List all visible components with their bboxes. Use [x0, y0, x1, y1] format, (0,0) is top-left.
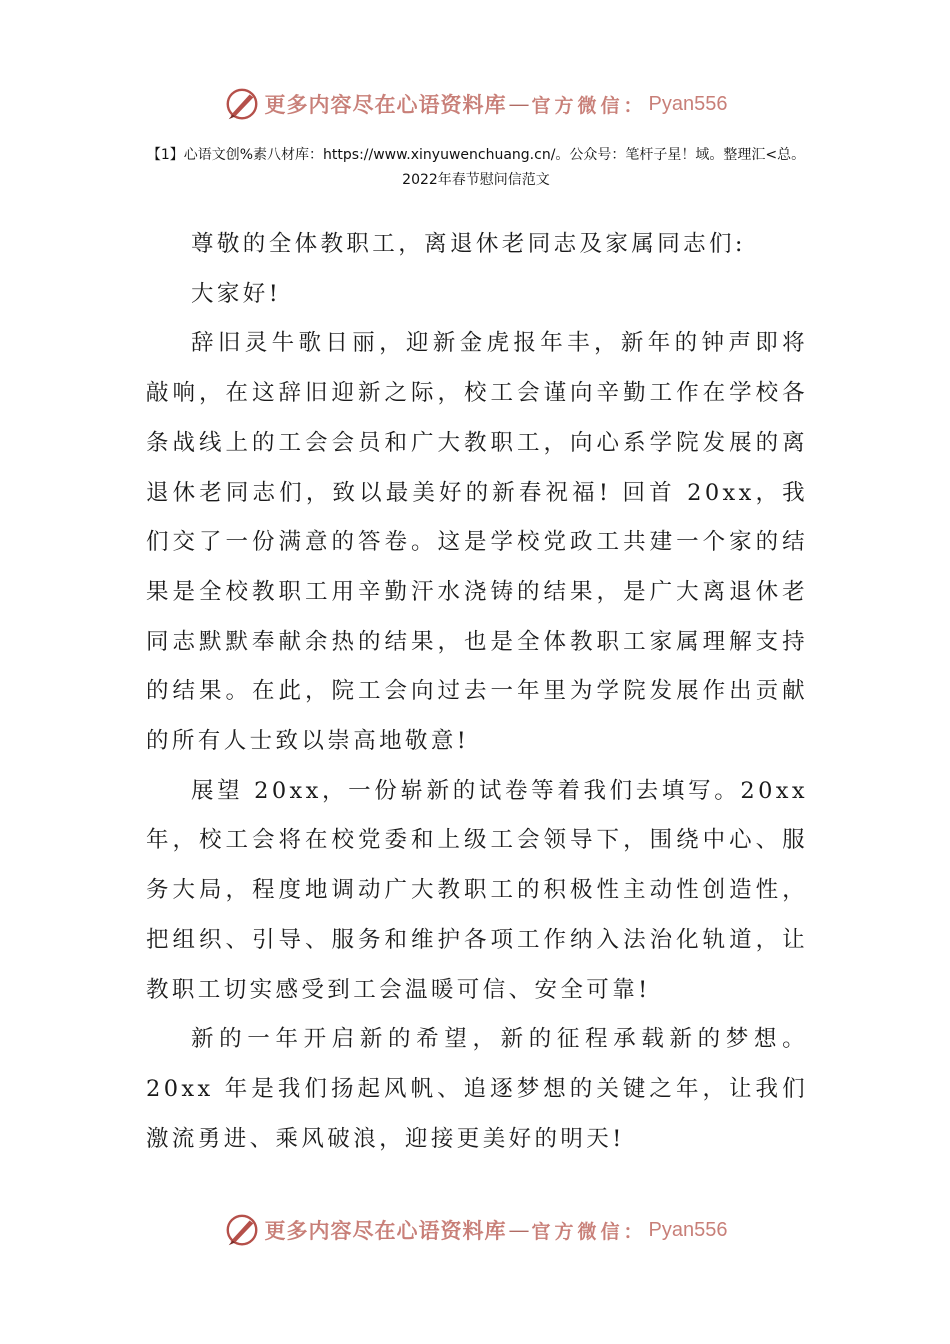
header-note: 【1】心语文创%素八材库：https://www.xinyuwenchuang.cn/。公众号：笔杆子星！域。整理汇<总。2022年春节慰问信范文: [146, 147, 806, 188]
banner-separator: —: [508, 1218, 530, 1242]
letter-greeting: 大家好!: [191, 280, 282, 307]
banner-official-label: 官方微信：: [531, 1220, 647, 1243]
pen-logo-icon: [223, 85, 261, 123]
banner-separator: —: [508, 92, 530, 116]
letter-salutation: 尊敬的全体教职工，离退休老同志及家属同志们:: [191, 231, 746, 257]
letter-body: [146, 220, 808, 1164]
banner-title: 更多内容尽在心语资料库: [264, 92, 507, 117]
pen-logo-icon: [223, 1211, 261, 1249]
banner-official-label: 官方微信：: [531, 94, 647, 117]
letter-paragraph: 新的一年开启新的希望，新的征程承载新的梦想。20xx 年是我们扬起风帆、追逐梦想的关键之年，让我们激流勇进、乘风破浪，迎接更美好的明天!: [146, 1026, 808, 1152]
banner-account-id: Pyan556: [648, 1218, 728, 1241]
banner-account-id: Pyan556: [648, 92, 728, 115]
top-banner: [0, 82, 950, 126]
letter-paragraph: 辞旧灵牛歌日丽，迎新金虎报年丰，新年的钟声即将敲响，在这辞旧迎新之际，校工会谨向辛勤工作在学校各条战线上的工会会员和广大教职工，向心系学院发展的离退休老同志们，致以最美好的新春祝福! 回首 20xx，我们交了一份满意的答卷。这是学校党政工共建一个家的结果是全校教职工用辛勤汗水浇铸的结果，是广大离退休老同志默默奉献余热的结果，也是全体教职工家属理解支持的结果。在此，院工会向过去一年里为学院发展作出贡献的所有人士致以崇高地敬意!: [146, 330, 808, 755]
bottom-banner: [0, 1208, 950, 1252]
banner-title: 更多内容尽在心语资料库: [264, 1218, 507, 1243]
letter-paragraph: 展望 20xx，一份崭新的试卷等着我们去填写。20xx 年，校工会将在校党委和上级工会领导下，围绕中心、服务大局，程度地调动广大教职工的积极性主动性创造性，把组织、引导、服务和维护各项工作纳入法治化轨道，让教职工切实感受到工会温暖可信、安全可靠!: [146, 777, 808, 1003]
